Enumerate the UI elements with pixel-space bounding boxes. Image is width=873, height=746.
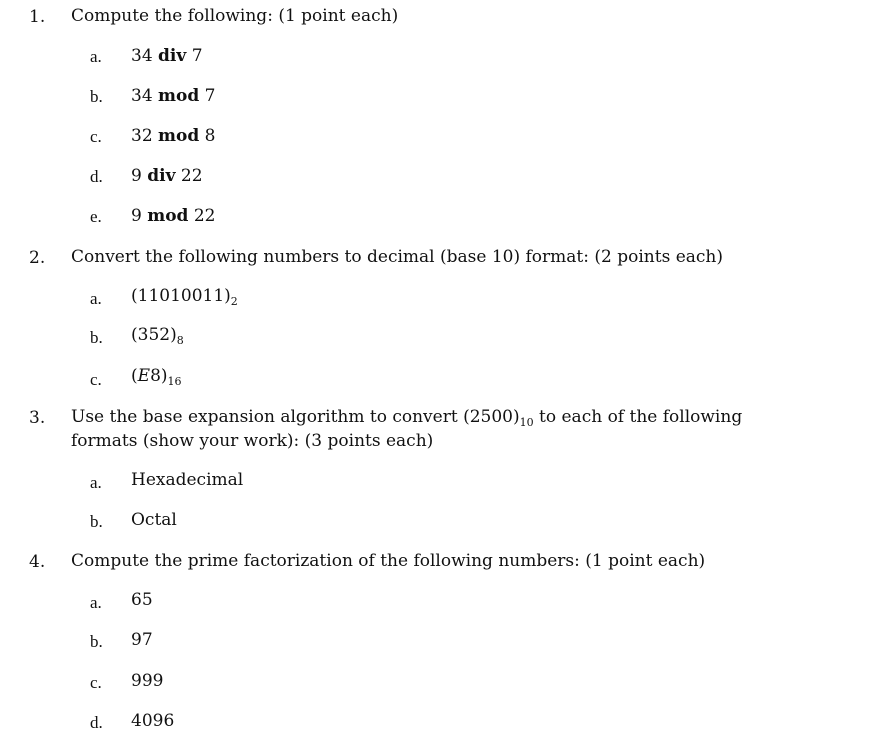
number-value-close: 8) [150,366,168,386]
q3-text-after: to each of the following [533,407,743,427]
q4-item-a: 65 [131,590,153,610]
q3-item-b: Octal [131,510,177,530]
q1-item-b [131,86,216,106]
question-3-text [71,405,742,429]
operator: div [158,46,187,66]
q3-value: (2500) [463,407,520,427]
q4-item-c: 999 [131,671,164,691]
q3-item-a-letter: a. [90,473,102,492]
number-value: (11010011) [131,286,231,306]
q2-item-c [131,366,182,386]
q1-item-d [131,166,203,186]
question-1-text: Compute the following: (1 point each) [71,6,399,26]
operator: mod [158,126,200,146]
operand: 7 [191,46,203,66]
question-2-text: Convert the following numbers to decimal (base 10) format: (2 points each) [71,247,723,267]
number-value-open: ( [131,366,138,386]
q1-item-e [131,206,216,226]
operand: 22 [193,206,216,226]
q2-item-b-letter: b. [90,328,103,347]
q3-text-before: Use the base expansion algorithm to convert [71,407,464,427]
q1-item-a-letter: a. [90,47,102,66]
q1-item-b-letter: b. [90,87,103,106]
operand: 7 [204,86,216,106]
q3-item-b-letter: b. [90,512,103,531]
q4-item-c-letter: c. [90,673,102,692]
question-4-number: 4. [29,552,46,572]
q4-item-b-letter: b. [90,632,103,651]
operand: 8 [204,126,216,146]
q2-item-b [131,325,184,345]
operand: 34 [131,86,153,106]
q4-item-b: 97 [131,630,153,650]
q2-item-a-letter: a. [90,289,102,308]
q4-item-d-letter: d. [90,713,103,732]
question-3-line-2: formats (show your work): (3 points each) [71,431,434,451]
base-subscript: 16 [167,375,182,388]
q1-item-d-letter: d. [90,167,103,186]
q1-item-c [131,126,216,146]
q2-item-a [131,286,238,306]
operator: div [147,166,176,186]
q4-item-a-letter: a. [90,593,102,612]
q1-item-a [131,46,203,66]
question-1-number: 1. [29,7,46,27]
base-subscript: 8 [176,334,184,347]
base-subscript: 2 [230,295,238,308]
question-4-text: Compute the prime factorization of the following numbers: (1 point each) [71,551,706,571]
q2-item-c-letter: c. [90,370,102,389]
operand: 34 [131,46,153,66]
number-value-variable: E [137,366,151,386]
operand: 9 [131,166,142,186]
operand: 32 [131,126,153,146]
q3-item-a: Hexadecimal [131,470,244,490]
operand: 9 [131,206,142,226]
operator: mod [158,86,200,106]
q3-base-subscript: 10 [519,416,534,429]
q4-item-d: 4096 [131,711,175,731]
operator: mod [147,206,189,226]
q1-item-c-letter: c. [90,127,102,146]
question-3-number: 3. [29,408,46,428]
number-value: (352) [131,325,177,345]
question-2-number: 2. [29,248,46,268]
operand: 22 [180,166,203,186]
q1-item-e-letter: e. [90,207,102,226]
